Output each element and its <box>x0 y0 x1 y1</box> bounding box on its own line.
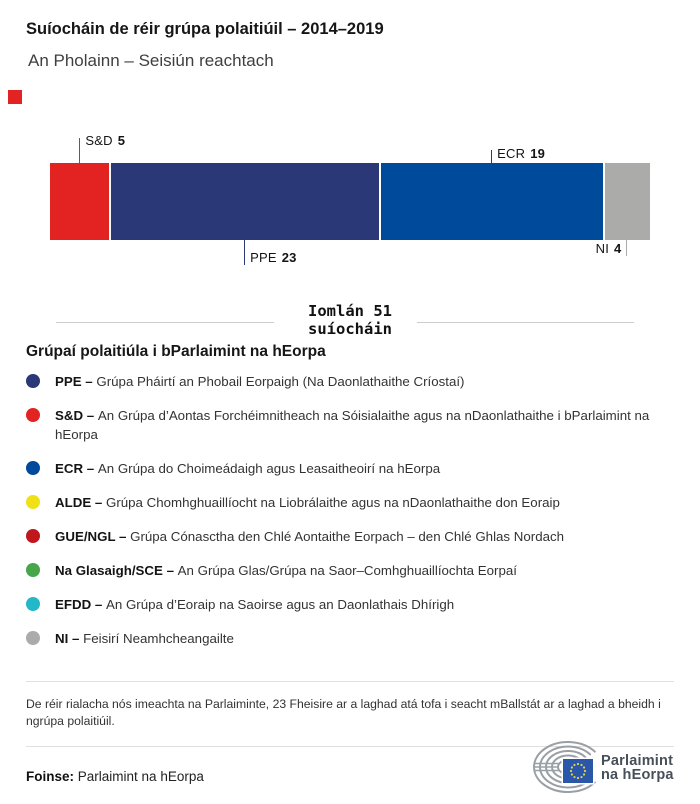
callout-line-PPE <box>244 240 245 265</box>
legend-dot <box>26 563 40 577</box>
bar-segment-S&D <box>50 163 109 240</box>
total-seats <box>275 302 425 338</box>
legend-list <box>26 372 674 663</box>
legend-item-ecr-: ECR – An Grúpa do Choimeádaigh agus Leasaitheoirí na hEorpa <box>26 459 671 478</box>
callout-line-NI <box>626 240 627 256</box>
legend-item-alde-: ALDE – Grúpa Chomhghuaillíocht na Liobrálaithe agus na nDaonlathaithe don Eoraip <box>26 493 671 512</box>
legend-item-efdd-: EFDD – An Grúpa d’Eoraip na Saoirse agus an Daonlathais Dhírigh <box>26 595 671 614</box>
logo-wordmark <box>601 755 674 782</box>
legend-item-ni-: NI – Feisirí Neamhcheangailte <box>26 629 671 648</box>
hemicycle-icon <box>528 740 604 796</box>
footnote: De réir rialacha nós imeachta na Parlaiminte, 23 Fheisire ar a laghad atá tofa i seacht mBallstát ar a laghad a bheidh i ngrúpa polaitiúil. <box>26 697 661 728</box>
callout-label-NI: NI 4 <box>595 241 622 256</box>
legend-dot <box>26 461 40 475</box>
source-label: Foinse: <box>26 769 75 784</box>
source-line <box>26 769 204 784</box>
red-accent-square <box>8 90 22 104</box>
callout-label-S&D: S&D 5 <box>85 133 126 148</box>
callout-label-PPE: PPE 23 <box>250 250 297 265</box>
total-divider-left <box>56 322 274 323</box>
total-seats-line1: Iomlán 51 <box>308 302 392 320</box>
legend-item-na-glasaigh-sce-: Na Glasaigh/SCE – An Grúpa Glas/Grúpa na Saor–Comhghuaillíochta Eorpaí <box>26 561 671 580</box>
source-value: Parlaimint na hEorpa <box>77 769 204 784</box>
callout-line-S&D <box>79 138 80 163</box>
legend-item-gue-ngl-: GUE/NGL – Grúpa Cónasctha den Chlé Aontaithe Eorpach – den Chlé Ghlas Nordach <box>26 527 671 546</box>
callout-label-ECR: ECR 19 <box>497 146 546 161</box>
stacked-bar <box>50 163 650 240</box>
legend-item-ppe-: PPE – Grúpa Pháirtí an Phobail Eorpaigh (Na Daonlathaithe Críostaí) <box>26 372 671 391</box>
total-seats-line2: suíocháin <box>308 320 392 338</box>
page-subtitle: An Pholainn – Seisiún reachtach <box>28 51 274 70</box>
total-divider-right <box>417 322 634 323</box>
european-parliament-logo <box>528 740 688 798</box>
callout-line-ECR <box>491 150 492 163</box>
legend-dot <box>26 529 40 543</box>
page-title: Suíocháin de réir grúpa polaitiúil – 2014–2019 <box>26 20 384 38</box>
bar-segment-PPE <box>109 163 380 240</box>
bar-segment-ECR <box>379 163 603 240</box>
logo-wordmark-line2: na hEorpa <box>601 766 674 783</box>
legend-heading: Grúpaí polaitiúla i bParlaimint na hEorpa <box>26 343 326 360</box>
bar-segment-NI <box>603 163 650 240</box>
legend-dot <box>26 597 40 611</box>
logo-wordmark-line1: Parlaimint <box>601 753 674 769</box>
footnote-divider <box>26 681 674 682</box>
legend-dot <box>26 408 40 422</box>
legend-dot <box>26 495 40 509</box>
eu-flag-icon <box>562 758 595 785</box>
legend-dot <box>26 631 40 645</box>
legend-dot <box>26 374 40 388</box>
legend-item-s-d-: S&D – An Grúpa d’Aontas Forchéimnitheach na Sóisialaithe agus na nDaonlathaithe i bParlaimint na hEorpa <box>26 406 671 444</box>
